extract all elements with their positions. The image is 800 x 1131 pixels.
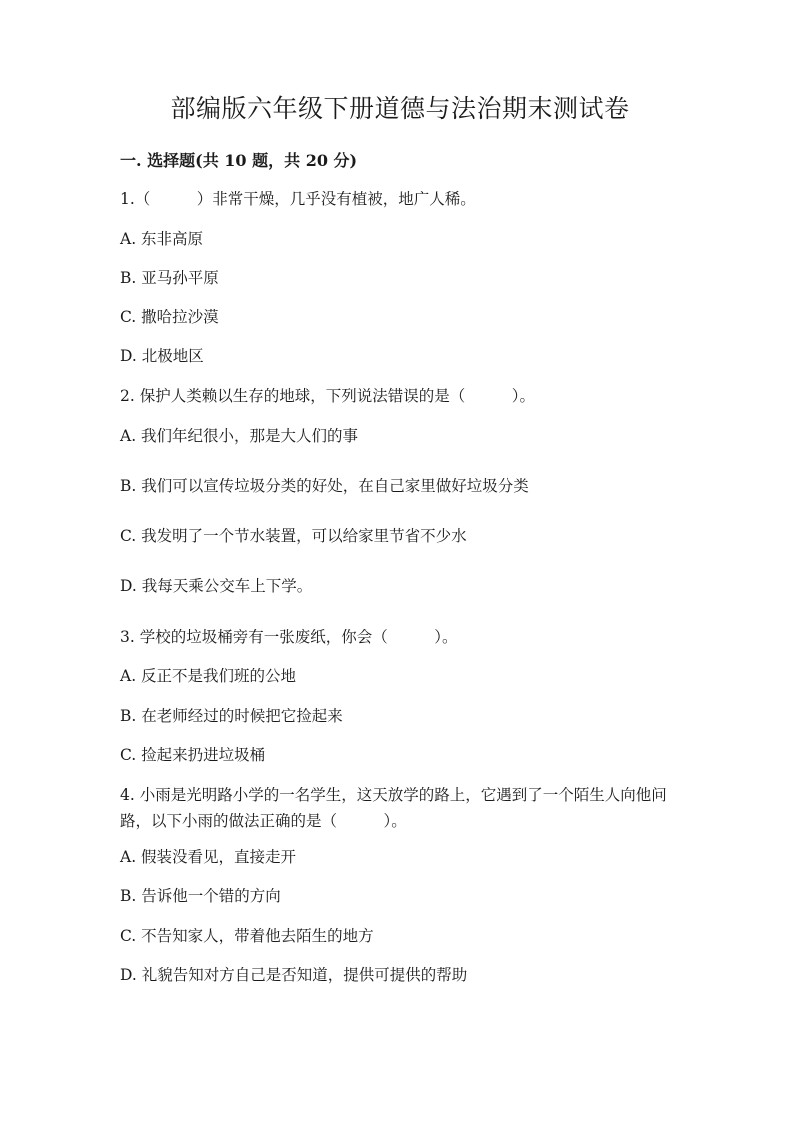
question-2-option-a: A. 我们年纪很小，那是大人们的事	[120, 427, 359, 445]
question-3-option-a: A. 反正不是我们班的公地	[120, 667, 297, 685]
question-4-option-d: D. 礼貌告知对方自己是否知道，提供可提供的帮助	[120, 966, 468, 984]
question-1-option-b: B. 亚马孙平原	[120, 269, 219, 287]
question-1-option-a: A. 东非高原	[120, 230, 204, 248]
question-1-option-c: C. 撒哈拉沙漠	[120, 308, 219, 326]
question-4-stem: 4. 小雨是光明路小学的一名学生，这天放学的路上，它遇到了一个陌生人向他问路，以下小雨的做法正确的是（ ）。	[120, 786, 667, 830]
question-4-option-b: B. 告诉他一个错的方向	[120, 887, 281, 905]
question-1-stem: 1.（ ）非常干燥，几乎没有植被，地广人稀。	[120, 190, 476, 208]
question-2-option-c: C. 我发明了一个节水装置，可以给家里节省不少水	[120, 527, 467, 545]
question-2-option-b: B. 我们可以宣传垃圾分类的好处，在自己家里做好垃圾分类	[120, 477, 529, 495]
question-3-stem: 3. 学校的垃圾桶旁有一张废纸，你会（ ）。	[120, 628, 458, 646]
section-heading: 一. 选择题(共 10 题，共 20 分)	[120, 151, 358, 170]
question-3-option-b: B. 在老师经过的时候把它捡起来	[120, 707, 343, 725]
question-2-stem: 2. 保护人类赖以生存的地球，下列说法错误的是（ ）。	[120, 387, 535, 405]
document-title: 部编版六年级下册道德与法治期末测试卷	[170, 94, 630, 123]
question-4-option-c: C. 不告知家人，带着他去陌生的地方	[120, 927, 374, 945]
question-3-option-c: C. 捡起来扔进垃圾桶	[120, 746, 266, 764]
question-2-option-d: D. 我每天乘公交车上下学。	[120, 577, 313, 595]
question-1-option-d: D. 北极地区	[120, 347, 204, 365]
question-4-option-a: A. 假装没看见，直接走开	[120, 848, 297, 866]
